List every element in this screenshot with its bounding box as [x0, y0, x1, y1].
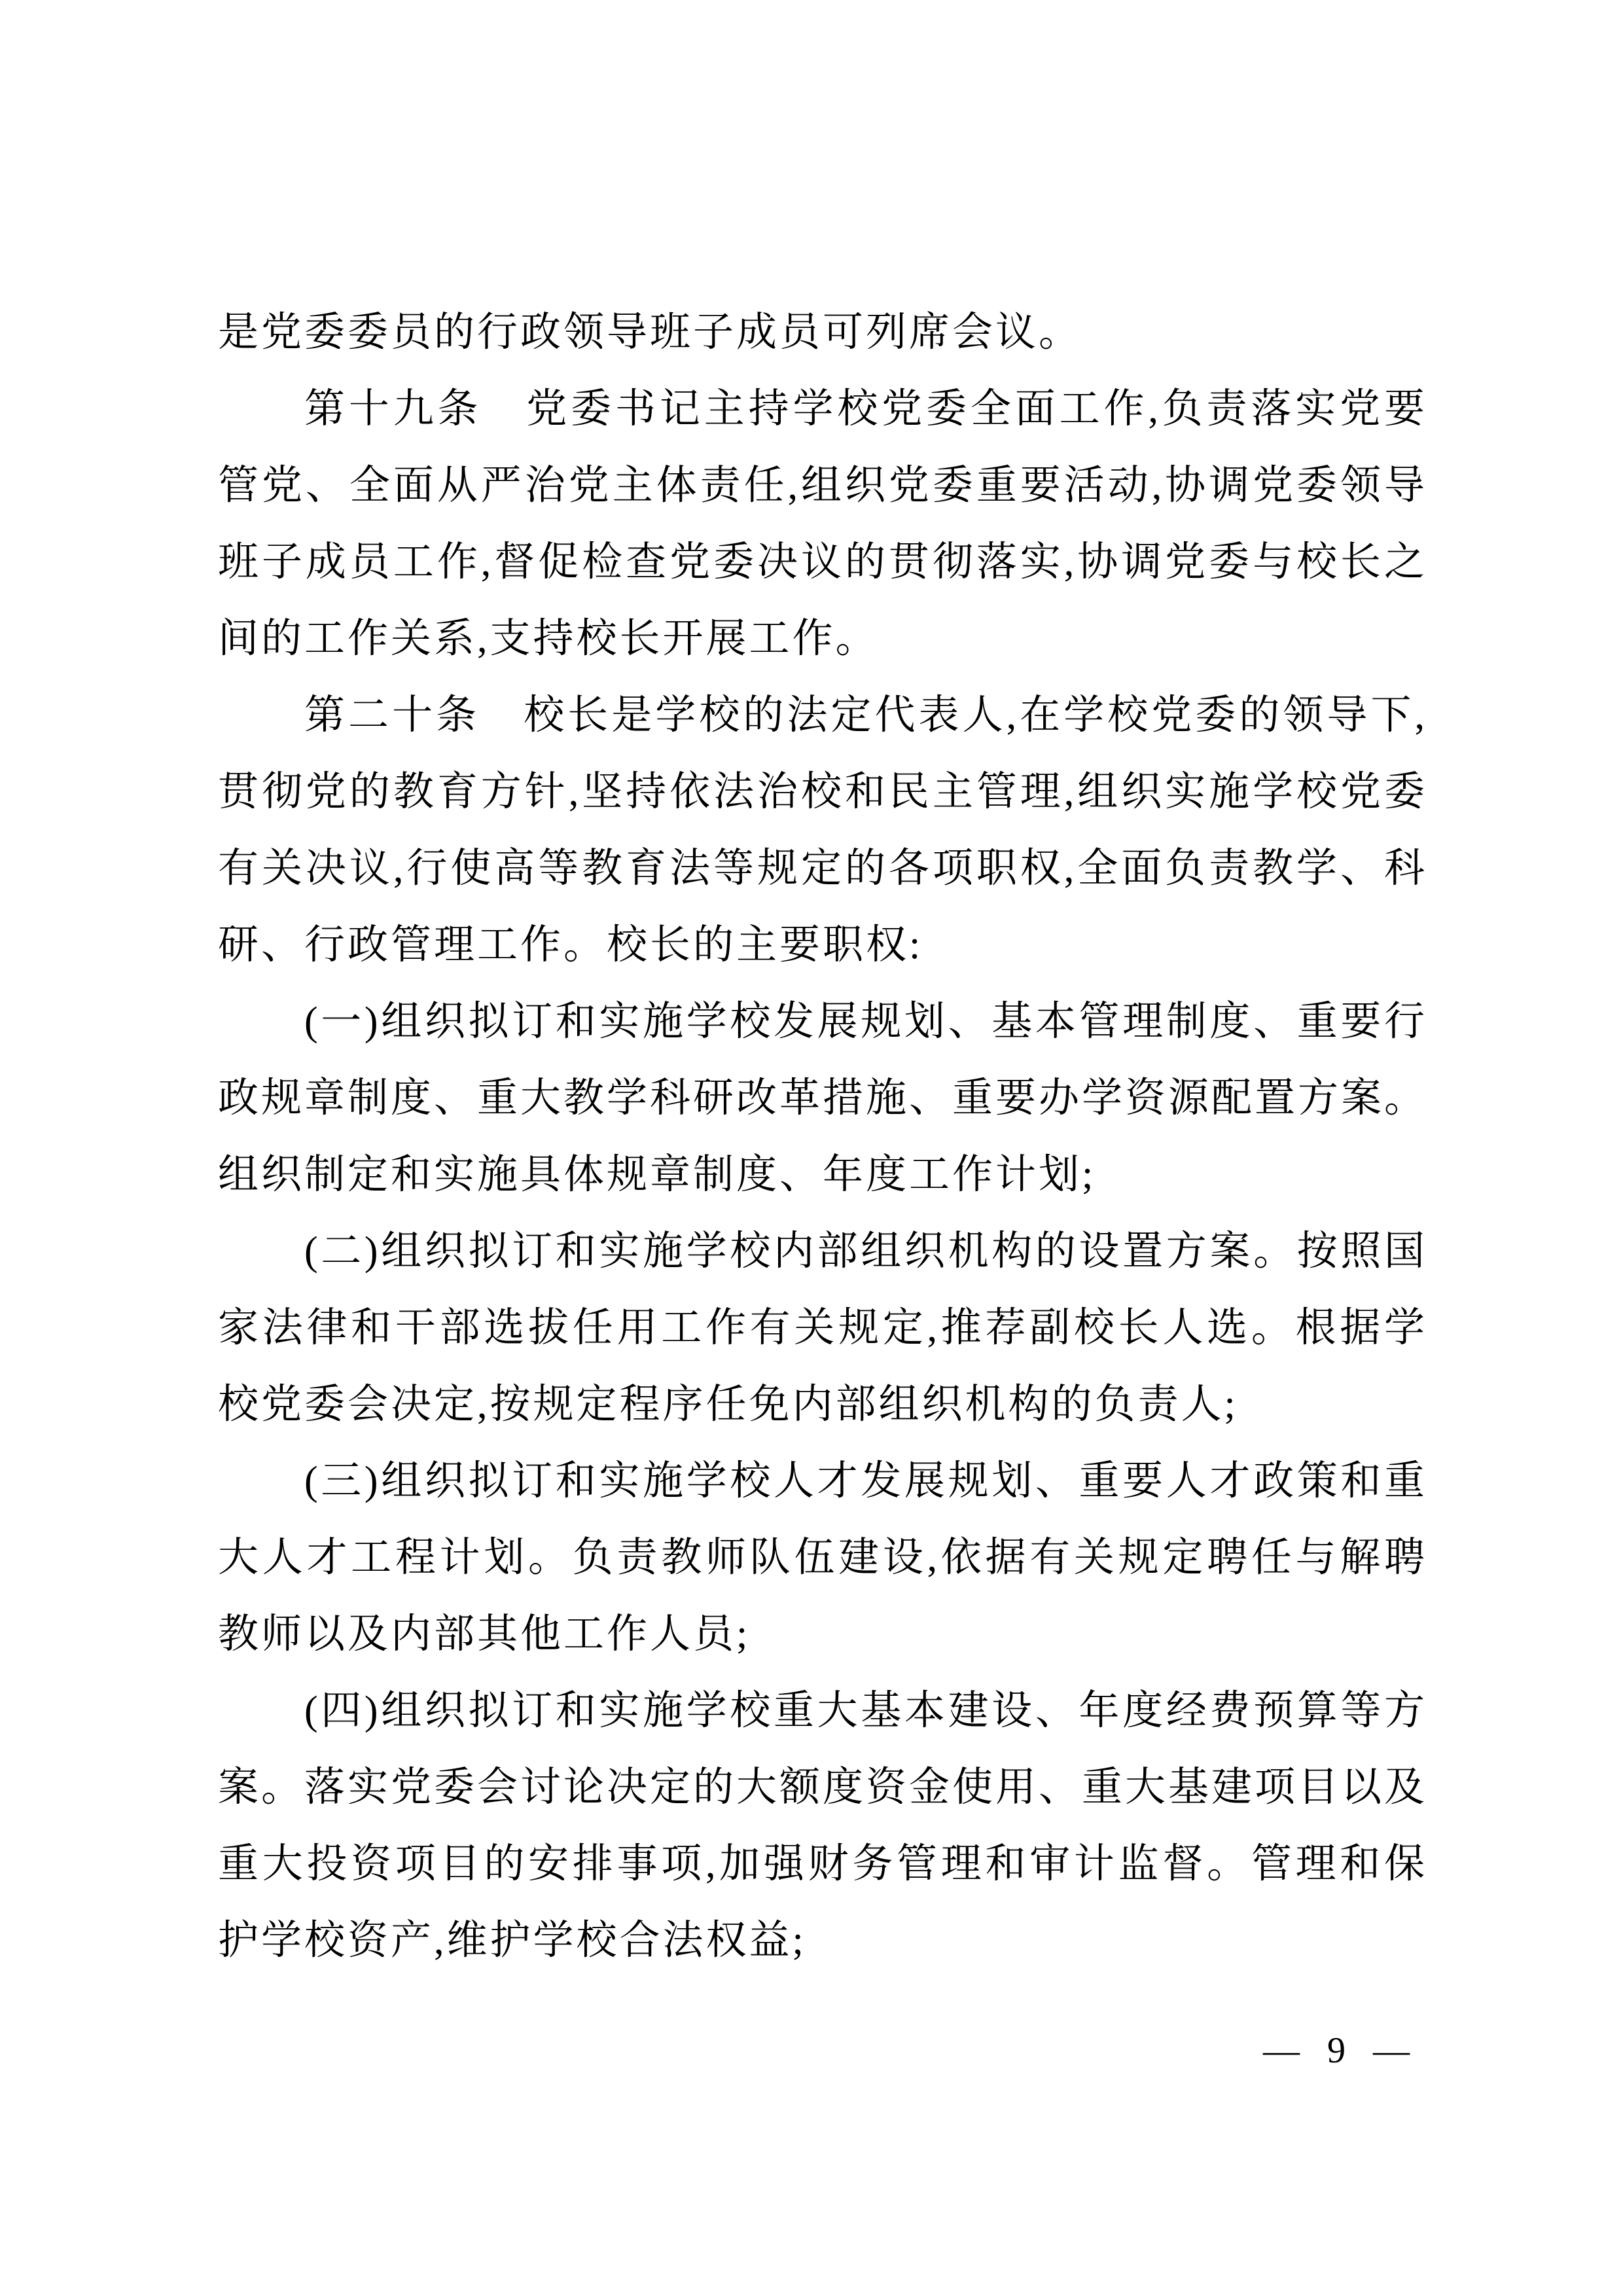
- document-body-text: [218, 295, 1427, 1979]
- paragraph: (四)组织拟订和实施学校重大基本建设、年度经费预算等方案。落实党委会讨论决定的大额度资金使用、重大基建项目以及重大投资项目的安排事项,加强财务管理和审计监督。管理和保护学校资产,维护学校合法权益;: [218, 1689, 1428, 1963]
- paragraph: 是党委委员的行政领导班子成员可列席会议。: [218, 310, 1082, 355]
- paragraph: 第十九条 党委书记主持学校党委全面工作,负责落实党要管党、全面从严治党主体责任,组织党委重要活动,协调党委领导班子成员工作,督促检查党委决议的贯彻落实,协调党委与校长之间的工作关系,支持校长开展工作。: [218, 387, 1427, 661]
- paragraph: (一)组织拟订和实施学校发展规划、基本管理制度、重要行政规章制度、重大教学科研改革措施、重要办学资源配置方案。组织制定和实施具体规章制度、年度工作计划;: [218, 999, 1428, 1197]
- paragraph: 第二十条 校长是学校的法定代表人,在学校党委的领导下,贯彻党的教育方针,坚持依法治校和民主管理,组织实施学校党委有关决议,行使高等教育法等规定的各项职权,全面负责教学、科研、行政管理工作。校长的主要职权:: [218, 693, 1427, 967]
- paragraph: (二)组织拟订和实施学校内部组织机构的设置方案。按照国家法律和干部选拔任用工作有关规定,推荐副校长人选。根据学校党委会决定,按规定程序任免内部组织机构的负责人;: [218, 1229, 1427, 1427]
- paragraph: (三)组织拟订和实施学校人才发展规划、重要人才政策和重大人才工程计划。负责教师队伍建设,依据有关规定聘任与解聘教师以及内部其他工作人员;: [218, 1459, 1427, 1657]
- page-number: — 9 —: [1263, 2030, 1411, 2071]
